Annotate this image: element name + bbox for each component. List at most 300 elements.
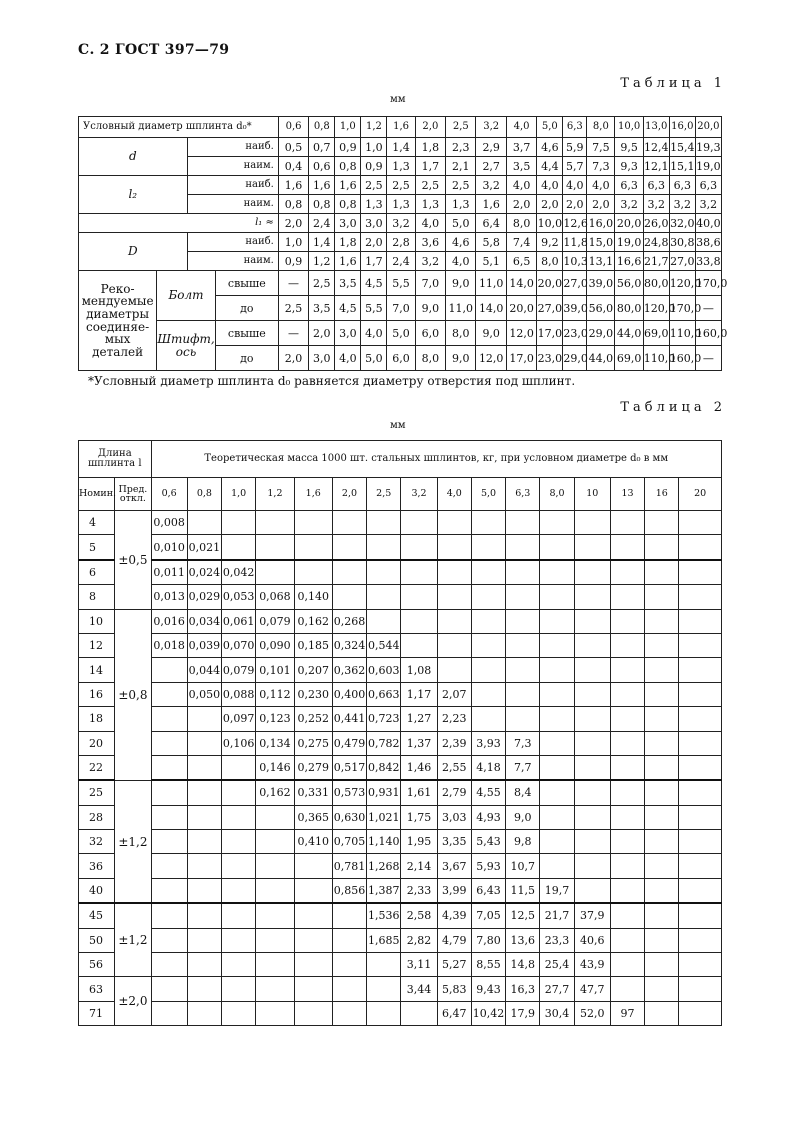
mass-value: 97: [610, 1001, 644, 1025]
value-cell: 2,8: [387, 233, 415, 252]
mass-value: [645, 707, 679, 731]
value-cell: 3,0: [361, 214, 387, 233]
upto-label: до: [215, 346, 278, 371]
mass-value: [506, 560, 540, 585]
value-cell: 1,6: [335, 252, 361, 271]
length-cell: 32: [79, 830, 115, 854]
mass-value: 0,013: [151, 585, 187, 609]
table-row: [79, 878, 722, 903]
value-cell: 9,0: [476, 321, 506, 346]
mass-value: 4,18: [471, 755, 505, 780]
mass-value: [574, 560, 610, 585]
mass-value: [332, 535, 366, 560]
value-cell: —: [278, 271, 308, 296]
mass-value: 25,4: [540, 953, 574, 977]
mass-value: [222, 755, 256, 780]
mass-value: [437, 560, 471, 585]
mass-value: [401, 1001, 437, 1025]
mass-value: 2,39: [437, 731, 471, 755]
mass-value: 0,021: [187, 535, 221, 560]
mass-value: [367, 977, 401, 1001]
mass-value: 1,46: [401, 755, 437, 780]
table-row: [79, 511, 722, 535]
mass-value: 9,43: [471, 977, 505, 1001]
table-row: [79, 854, 722, 878]
value-cell: 12,6: [563, 214, 587, 233]
mass-value: [151, 755, 187, 780]
mass-value: 30,4: [540, 1001, 574, 1025]
mass-value: [679, 805, 722, 829]
mass-value: 7,7: [506, 755, 540, 780]
mass-value: 0,162: [294, 609, 332, 633]
mass-value: [151, 953, 187, 977]
mass-value: 0,185: [294, 633, 332, 657]
value-cell: 3,2: [415, 252, 445, 271]
value-cell: 5,0: [387, 321, 415, 346]
diameter-header: 2,0: [332, 478, 366, 511]
mass-value: [401, 535, 437, 560]
length-cell: 36: [79, 854, 115, 878]
mass-value: [187, 830, 221, 854]
mass-value: 5,93: [471, 854, 505, 878]
footnote: *Условный диаметр шплинта d₀ равняется диаметру отверстия под шплинт.: [88, 374, 576, 388]
value-cell: 12,4: [643, 138, 669, 157]
value-cell: 56,0: [587, 296, 615, 321]
mass-value: [574, 609, 610, 633]
mass-value: 6,43: [471, 878, 505, 903]
mass-value: [222, 511, 256, 535]
value-cell: 1,3: [387, 157, 415, 176]
mass-value: [187, 707, 221, 731]
mass-value: 4,55: [471, 780, 505, 805]
table-row: [79, 233, 722, 252]
D-label: D: [79, 233, 188, 271]
diameter-header: 0,8: [187, 478, 221, 511]
value-cell: 1,6: [476, 195, 506, 214]
mass-value: [294, 535, 332, 560]
mass-value: [471, 511, 505, 535]
deviation-cell: ±0,8: [115, 609, 151, 780]
mass-value: [679, 731, 722, 755]
diameter-header: 2,0: [415, 117, 445, 138]
diameter-header: 0,6: [151, 478, 187, 511]
value-cell: 24,8: [643, 233, 669, 252]
value-cell: 12,0: [506, 321, 536, 346]
mass-value: 0,782: [367, 731, 401, 755]
l2-label: l₂: [79, 176, 188, 214]
value-cell: 10,0: [537, 214, 563, 233]
length-cell: 10: [79, 609, 115, 633]
mass-value: 0,842: [367, 755, 401, 780]
min-label: наим.: [187, 157, 278, 176]
mass-value: [574, 731, 610, 755]
diameter-header: 13,0: [643, 117, 669, 138]
mass-value: 27,7: [540, 977, 574, 1001]
mass-value: 37,9: [574, 903, 610, 928]
value-cell: 9,0: [446, 346, 476, 371]
value-cell: —: [278, 321, 308, 346]
mass-value: [679, 560, 722, 585]
table1-caption: Таблица 1: [620, 76, 726, 91]
value-cell: 0,8: [278, 195, 308, 214]
mass-value: 17,9: [506, 1001, 540, 1025]
mass-value: 0,931: [367, 780, 401, 805]
length-cell: 12: [79, 633, 115, 657]
mass-value: 0,400: [332, 682, 366, 706]
mass-value: [187, 731, 221, 755]
mass-value: 0,018: [151, 633, 187, 657]
mass-value: [574, 707, 610, 731]
value-cell: 2,4: [309, 214, 335, 233]
mass-value: 5,27: [437, 953, 471, 977]
mass-value: [645, 755, 679, 780]
mass-value: 1,37: [401, 731, 437, 755]
mass-value: 0,162: [256, 780, 294, 805]
value-cell: 16,6: [615, 252, 643, 271]
mass-value: 2,55: [437, 755, 471, 780]
mass-value: 14,8: [506, 953, 540, 977]
table-row: [79, 585, 722, 609]
value-cell: 6,0: [415, 321, 445, 346]
length-cell: 50: [79, 928, 115, 952]
mass-value: 1,61: [401, 780, 437, 805]
mass-value: [151, 731, 187, 755]
value-cell: 0,6: [309, 157, 335, 176]
mass-value: [679, 535, 722, 560]
mass-value: [540, 585, 574, 609]
mass-value: [367, 560, 401, 585]
mass-value: 0,544: [367, 633, 401, 657]
mass-value: 4,79: [437, 928, 471, 952]
mass-value: [679, 1001, 722, 1025]
value-cell: 2,0: [309, 321, 335, 346]
mass-value: [679, 633, 722, 657]
mass-value: [540, 633, 574, 657]
mass-value: 7,05: [471, 903, 505, 928]
mass-value: 0,034: [187, 609, 221, 633]
mass-value: [574, 511, 610, 535]
mass-value: 3,03: [437, 805, 471, 829]
value-cell: 6,4: [476, 214, 506, 233]
value-cell: 15,1: [669, 157, 695, 176]
mass-value: [151, 707, 187, 731]
mass-value: 0,053: [222, 585, 256, 609]
mass-value: [610, 731, 644, 755]
value-cell: 19,0: [695, 157, 721, 176]
mass-value: 0,630: [332, 805, 366, 829]
table1-header-row: [79, 117, 722, 138]
value-cell: 17,0: [506, 346, 536, 371]
mass-value: 1,08: [401, 658, 437, 682]
mass-value: 1,268: [367, 854, 401, 878]
table-row: [79, 271, 722, 296]
value-cell: 1,2: [309, 252, 335, 271]
mass-value: [679, 953, 722, 977]
mass-value: 23,3: [540, 928, 574, 952]
mass-value: [540, 805, 574, 829]
max-label: наиб.: [187, 176, 278, 195]
value-cell: 32,0: [669, 214, 695, 233]
length-cell: 6: [79, 560, 115, 585]
value-cell: 0,5: [278, 138, 308, 157]
mass-value: 0,146: [256, 755, 294, 780]
length-cell: 40: [79, 878, 115, 903]
mass-value: 0,781: [332, 854, 366, 878]
mass-value: 0,068: [256, 585, 294, 609]
mass-value: [610, 658, 644, 682]
value-cell: 2,0: [506, 195, 536, 214]
value-cell: 160,0: [669, 346, 695, 371]
mass-value: [256, 977, 294, 1001]
mass-value: [610, 511, 644, 535]
length-cell: 56: [79, 953, 115, 977]
value-cell: 3,0: [335, 214, 361, 233]
mass-value: 0,039: [187, 633, 221, 657]
value-cell: 6,5: [506, 252, 536, 271]
table-row: [79, 214, 722, 233]
pin-label: Штифт, ось: [157, 321, 216, 371]
mass-value: [540, 658, 574, 682]
mass-value: [401, 609, 437, 633]
mass-value: [506, 585, 540, 609]
value-cell: 13,1: [587, 252, 615, 271]
diameter-header: 20,0: [695, 117, 721, 138]
mass-value: 3,67: [437, 854, 471, 878]
length-cell: 28: [79, 805, 115, 829]
mass-value: [645, 953, 679, 977]
mass-value: [256, 830, 294, 854]
value-cell: 69,0: [615, 346, 643, 371]
table2-header-row: [79, 441, 722, 478]
mass-value: [151, 805, 187, 829]
over-label: свыше: [215, 321, 278, 346]
mass-value: 40,6: [574, 928, 610, 952]
mass-value: [610, 633, 644, 657]
mass-value: [645, 903, 679, 928]
mass-value: [367, 585, 401, 609]
mass-value: [540, 854, 574, 878]
mass-value: [506, 535, 540, 560]
mass-value: [679, 585, 722, 609]
diameter-header: 1,6: [294, 478, 332, 511]
value-cell: 1,8: [335, 233, 361, 252]
value-cell: 110,0: [643, 346, 669, 371]
value-cell: 0,4: [278, 157, 308, 176]
mass-value: 0,365: [294, 805, 332, 829]
header-label: Условный диаметр шплинта d₀*: [79, 117, 279, 138]
value-cell: 2,7: [476, 157, 506, 176]
value-cell: 0,8: [335, 195, 361, 214]
value-cell: 27,0: [669, 252, 695, 271]
mass-value: [151, 854, 187, 878]
value-cell: 44,0: [615, 321, 643, 346]
mass-value: 0,479: [332, 731, 366, 755]
value-cell: 1,8: [415, 138, 445, 157]
mass-value: 9,8: [506, 830, 540, 854]
mass-value: [679, 511, 722, 535]
mass-value: 43,9: [574, 953, 610, 977]
value-cell: 6,3: [615, 176, 643, 195]
mass-value: 1,021: [367, 805, 401, 829]
deviation-cell: ±0,5: [115, 511, 151, 610]
mass-value: 0,331: [294, 780, 332, 805]
mass-value: [471, 585, 505, 609]
value-cell: 27,0: [563, 271, 587, 296]
mass-value: [222, 535, 256, 560]
mass-value: [187, 928, 221, 952]
value-cell: 2,0: [587, 195, 615, 214]
mass-value: [437, 511, 471, 535]
mass-value: [506, 609, 540, 633]
value-cell: 1,3: [361, 195, 387, 214]
mass-value: 0,279: [294, 755, 332, 780]
diameter-header: 20: [679, 478, 722, 511]
mass-value: 0,106: [222, 731, 256, 755]
value-cell: 3,2: [476, 176, 506, 195]
value-cell: 4,0: [537, 176, 563, 195]
mass-value: [471, 658, 505, 682]
mass-value: 0,070: [222, 633, 256, 657]
value-cell: 4,0: [335, 346, 361, 371]
mass-value: [506, 658, 540, 682]
mass-value: 0,134: [256, 731, 294, 755]
value-cell: 39,0: [563, 296, 587, 321]
mass-value: 0,079: [222, 658, 256, 682]
value-cell: 3,2: [615, 195, 643, 214]
mass-value: [294, 854, 332, 878]
length-cell: 22: [79, 755, 115, 780]
mass-value: [294, 977, 332, 1001]
value-cell: 69,0: [643, 321, 669, 346]
mass-value: [506, 682, 540, 706]
value-cell: 4,0: [415, 214, 445, 233]
diameter-header: 1,2: [361, 117, 387, 138]
mass-value: 2,33: [401, 878, 437, 903]
value-cell: 0,9: [335, 138, 361, 157]
mass-value: [679, 609, 722, 633]
mass-value: [437, 609, 471, 633]
mass-value: [645, 535, 679, 560]
mass-value: 0,016: [151, 609, 187, 633]
value-cell: 19,3: [695, 138, 721, 157]
mass-value: [610, 560, 644, 585]
mass-value: 47,7: [574, 977, 610, 1001]
value-cell: 11,8: [563, 233, 587, 252]
mass-value: [222, 830, 256, 854]
value-cell: 16,0: [587, 214, 615, 233]
deviation-cell: ±1,2: [115, 903, 151, 977]
mass-value: [610, 535, 644, 560]
mass-value: [294, 878, 332, 903]
value-cell: 9,0: [446, 271, 476, 296]
mass-value: [471, 633, 505, 657]
bolt-label: Болт: [157, 271, 216, 321]
mass-value: [151, 682, 187, 706]
value-cell: 33,8: [695, 252, 721, 271]
mass-value: 0,123: [256, 707, 294, 731]
value-cell: 1,4: [387, 138, 415, 157]
value-cell: 8,0: [537, 252, 563, 271]
mass-value: [645, 609, 679, 633]
mass-value: 13,6: [506, 928, 540, 952]
value-cell: 8,0: [506, 214, 536, 233]
value-cell: 1,6: [309, 176, 335, 195]
value-cell: 39,0: [587, 271, 615, 296]
value-cell: 30,8: [669, 233, 695, 252]
mass-value: 11,5: [506, 878, 540, 903]
value-cell: 6,3: [669, 176, 695, 195]
table-row: [79, 658, 722, 682]
mass-value: [187, 805, 221, 829]
diameter-header: 5,0: [471, 478, 505, 511]
value-cell: 3,2: [669, 195, 695, 214]
value-cell: 19,0: [615, 233, 643, 252]
mass-value: 0,230: [294, 682, 332, 706]
table-row: [79, 1001, 722, 1025]
mass-value: 3,35: [437, 830, 471, 854]
value-cell: 1,4: [309, 233, 335, 252]
length-cell: 16: [79, 682, 115, 706]
table2-caption: Таблица 2: [620, 400, 726, 415]
value-cell: 7,4: [506, 233, 536, 252]
mass-value: 0,723: [367, 707, 401, 731]
mass-value: [256, 560, 294, 585]
l1-label: l₁ ≈: [79, 214, 279, 233]
mass-value: [645, 511, 679, 535]
mass-value: [187, 953, 221, 977]
value-cell: 3,6: [415, 233, 445, 252]
value-cell: 20,0: [506, 296, 536, 321]
length-header: Длина шплинта l: [79, 441, 152, 478]
value-cell: 7,0: [415, 271, 445, 296]
value-cell: 7,5: [587, 138, 615, 157]
mass-value: [187, 1001, 221, 1025]
mass-value: [645, 830, 679, 854]
mass-value: [471, 560, 505, 585]
value-cell: 2,5: [361, 176, 387, 195]
mass-value: 0,097: [222, 707, 256, 731]
value-cell: 2,4: [387, 252, 415, 271]
mass-value: 0,140: [294, 585, 332, 609]
table-row: [79, 805, 722, 829]
diameter-header: 10,0: [615, 117, 643, 138]
value-cell: 26,0: [643, 214, 669, 233]
mass-value: [294, 560, 332, 585]
mass-value: [610, 878, 644, 903]
value-cell: 14,0: [476, 296, 506, 321]
mass-value: [610, 755, 644, 780]
value-cell: 3,2: [695, 195, 721, 214]
mass-value: [645, 878, 679, 903]
mass-value: [256, 878, 294, 903]
value-cell: 3,5: [335, 271, 361, 296]
value-cell: 170,0: [695, 271, 721, 296]
value-cell: 0,9: [361, 157, 387, 176]
value-cell: 2,5: [446, 176, 476, 195]
diameter-header: 6,3: [563, 117, 587, 138]
value-cell: 20,0: [615, 214, 643, 233]
value-cell: 21,7: [643, 252, 669, 271]
diameter-header: 3,2: [476, 117, 506, 138]
value-cell: 29,0: [563, 346, 587, 371]
mass-value: 2,14: [401, 854, 437, 878]
mass-value: 0,517: [332, 755, 366, 780]
mass-value: 1,536: [367, 903, 401, 928]
value-cell: 20,0: [537, 271, 563, 296]
mass-value: 0,441: [332, 707, 366, 731]
mass-value: [367, 953, 401, 977]
mass-value: [332, 977, 366, 1001]
